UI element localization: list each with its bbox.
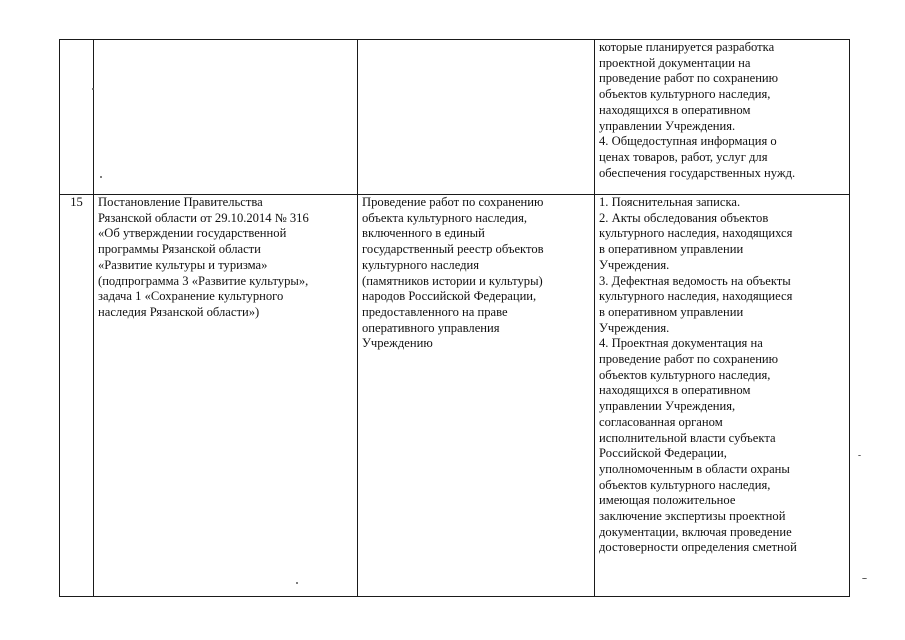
text-line: Российской Федерации,: [599, 446, 727, 461]
text-line: объектов культурного наследия,: [599, 477, 771, 492]
text-line: «Об утверждении государственной: [98, 226, 287, 241]
text-line: документации, включая проведение: [599, 524, 792, 539]
text-line: Рязанской области от 29.10.2014 № 316: [98, 210, 309, 225]
scan-speck: [862, 578, 867, 579]
text-line: 3. Дефектная ведомость на объекты: [599, 273, 791, 288]
text-line: «Развитие культуры и туризма»: [98, 257, 268, 272]
scan-speck: [858, 455, 861, 456]
text-line: задача 1 «Сохранение культурного: [98, 289, 284, 304]
text-line: Проведение работ по сохранению: [362, 195, 544, 209]
text-line: народов Российской Федерации,: [362, 289, 537, 304]
text-line: 4. Общедоступная информация о: [599, 134, 777, 149]
text-line: программы Рязанской области: [98, 242, 261, 257]
text-line: проектной документации на: [599, 55, 751, 70]
legal-basis-cell: [94, 195, 358, 597]
text-line: в оперативном управлении: [599, 242, 744, 257]
scan-speck: [100, 176, 102, 178]
text-line: достоверности определения сметной: [599, 540, 797, 555]
scan-speck: [296, 582, 298, 584]
text-line: 1. Пояснительная записка.: [599, 195, 741, 209]
text-line: объектов культурного наследия,: [599, 367, 771, 382]
text-line: включенного в единый: [362, 226, 485, 241]
table-row: [60, 195, 850, 597]
text-line: культурного наследия, находящихся: [599, 226, 793, 241]
text-line: 4. Проектная документация на: [599, 336, 763, 351]
text-line: имеющая положительное: [599, 493, 736, 508]
text-line: культурного наследия: [362, 257, 480, 272]
text-line: в оперативном управлении: [599, 304, 744, 319]
text-line: заключение экспертизы проектной: [599, 509, 786, 524]
text-line: предоставленного на праве: [362, 304, 508, 319]
documents-cell: [595, 40, 850, 195]
legal-basis-cell: [94, 40, 358, 195]
text-line: управлении Учреждения,: [599, 399, 736, 414]
text-line: исполнительной власти субъекта: [599, 430, 776, 445]
document-table: [59, 39, 850, 597]
scan-speck: [92, 88, 94, 90]
work-description-cell: [358, 40, 595, 195]
table-row: [60, 40, 850, 195]
text-line: наследия Рязанской области»): [98, 304, 260, 319]
documents-cell: [595, 195, 850, 597]
text-line: Учреждения.: [599, 320, 670, 335]
work-description-cell: [358, 195, 595, 597]
text-line: объектов культурного наследия,: [599, 87, 771, 102]
text-line: уполномоченным в области охраны: [599, 461, 790, 476]
text-line: оперативного управления: [362, 320, 500, 335]
text-line: объекта культурного наследия,: [362, 210, 528, 225]
text-line: обеспечения государственных нужд.: [599, 165, 796, 180]
text-line: 2. Акты обследования объектов: [599, 210, 769, 225]
text-line: находящихся в оперативном: [599, 383, 751, 398]
row-number-cell: [60, 40, 94, 195]
text-line: ценах товаров, работ, услуг для: [599, 149, 768, 164]
text-line: культурного наследия, находящиеся: [599, 289, 793, 304]
text-line: которые планируется разработка: [599, 40, 775, 54]
text-line: Учреждения.: [599, 257, 670, 272]
text-line: проведение работ по сохранению: [599, 71, 779, 86]
text-line: согласованная органом: [599, 414, 723, 429]
text-line: (памятников истории и культуры): [362, 273, 543, 288]
text-line: Постановление Правительства: [98, 195, 263, 209]
text-line: проведение работ по сохранению: [599, 352, 779, 367]
text-line: находящихся в оперативном: [599, 102, 751, 117]
text-line: государственный реестр объектов: [362, 242, 544, 257]
text-line: (подпрограмма 3 «Развитие культуры»,: [98, 273, 309, 288]
row-number-cell: 15: [60, 195, 94, 597]
text-line: управлении Учреждения.: [599, 118, 736, 133]
text-line: Учреждению: [362, 336, 433, 351]
